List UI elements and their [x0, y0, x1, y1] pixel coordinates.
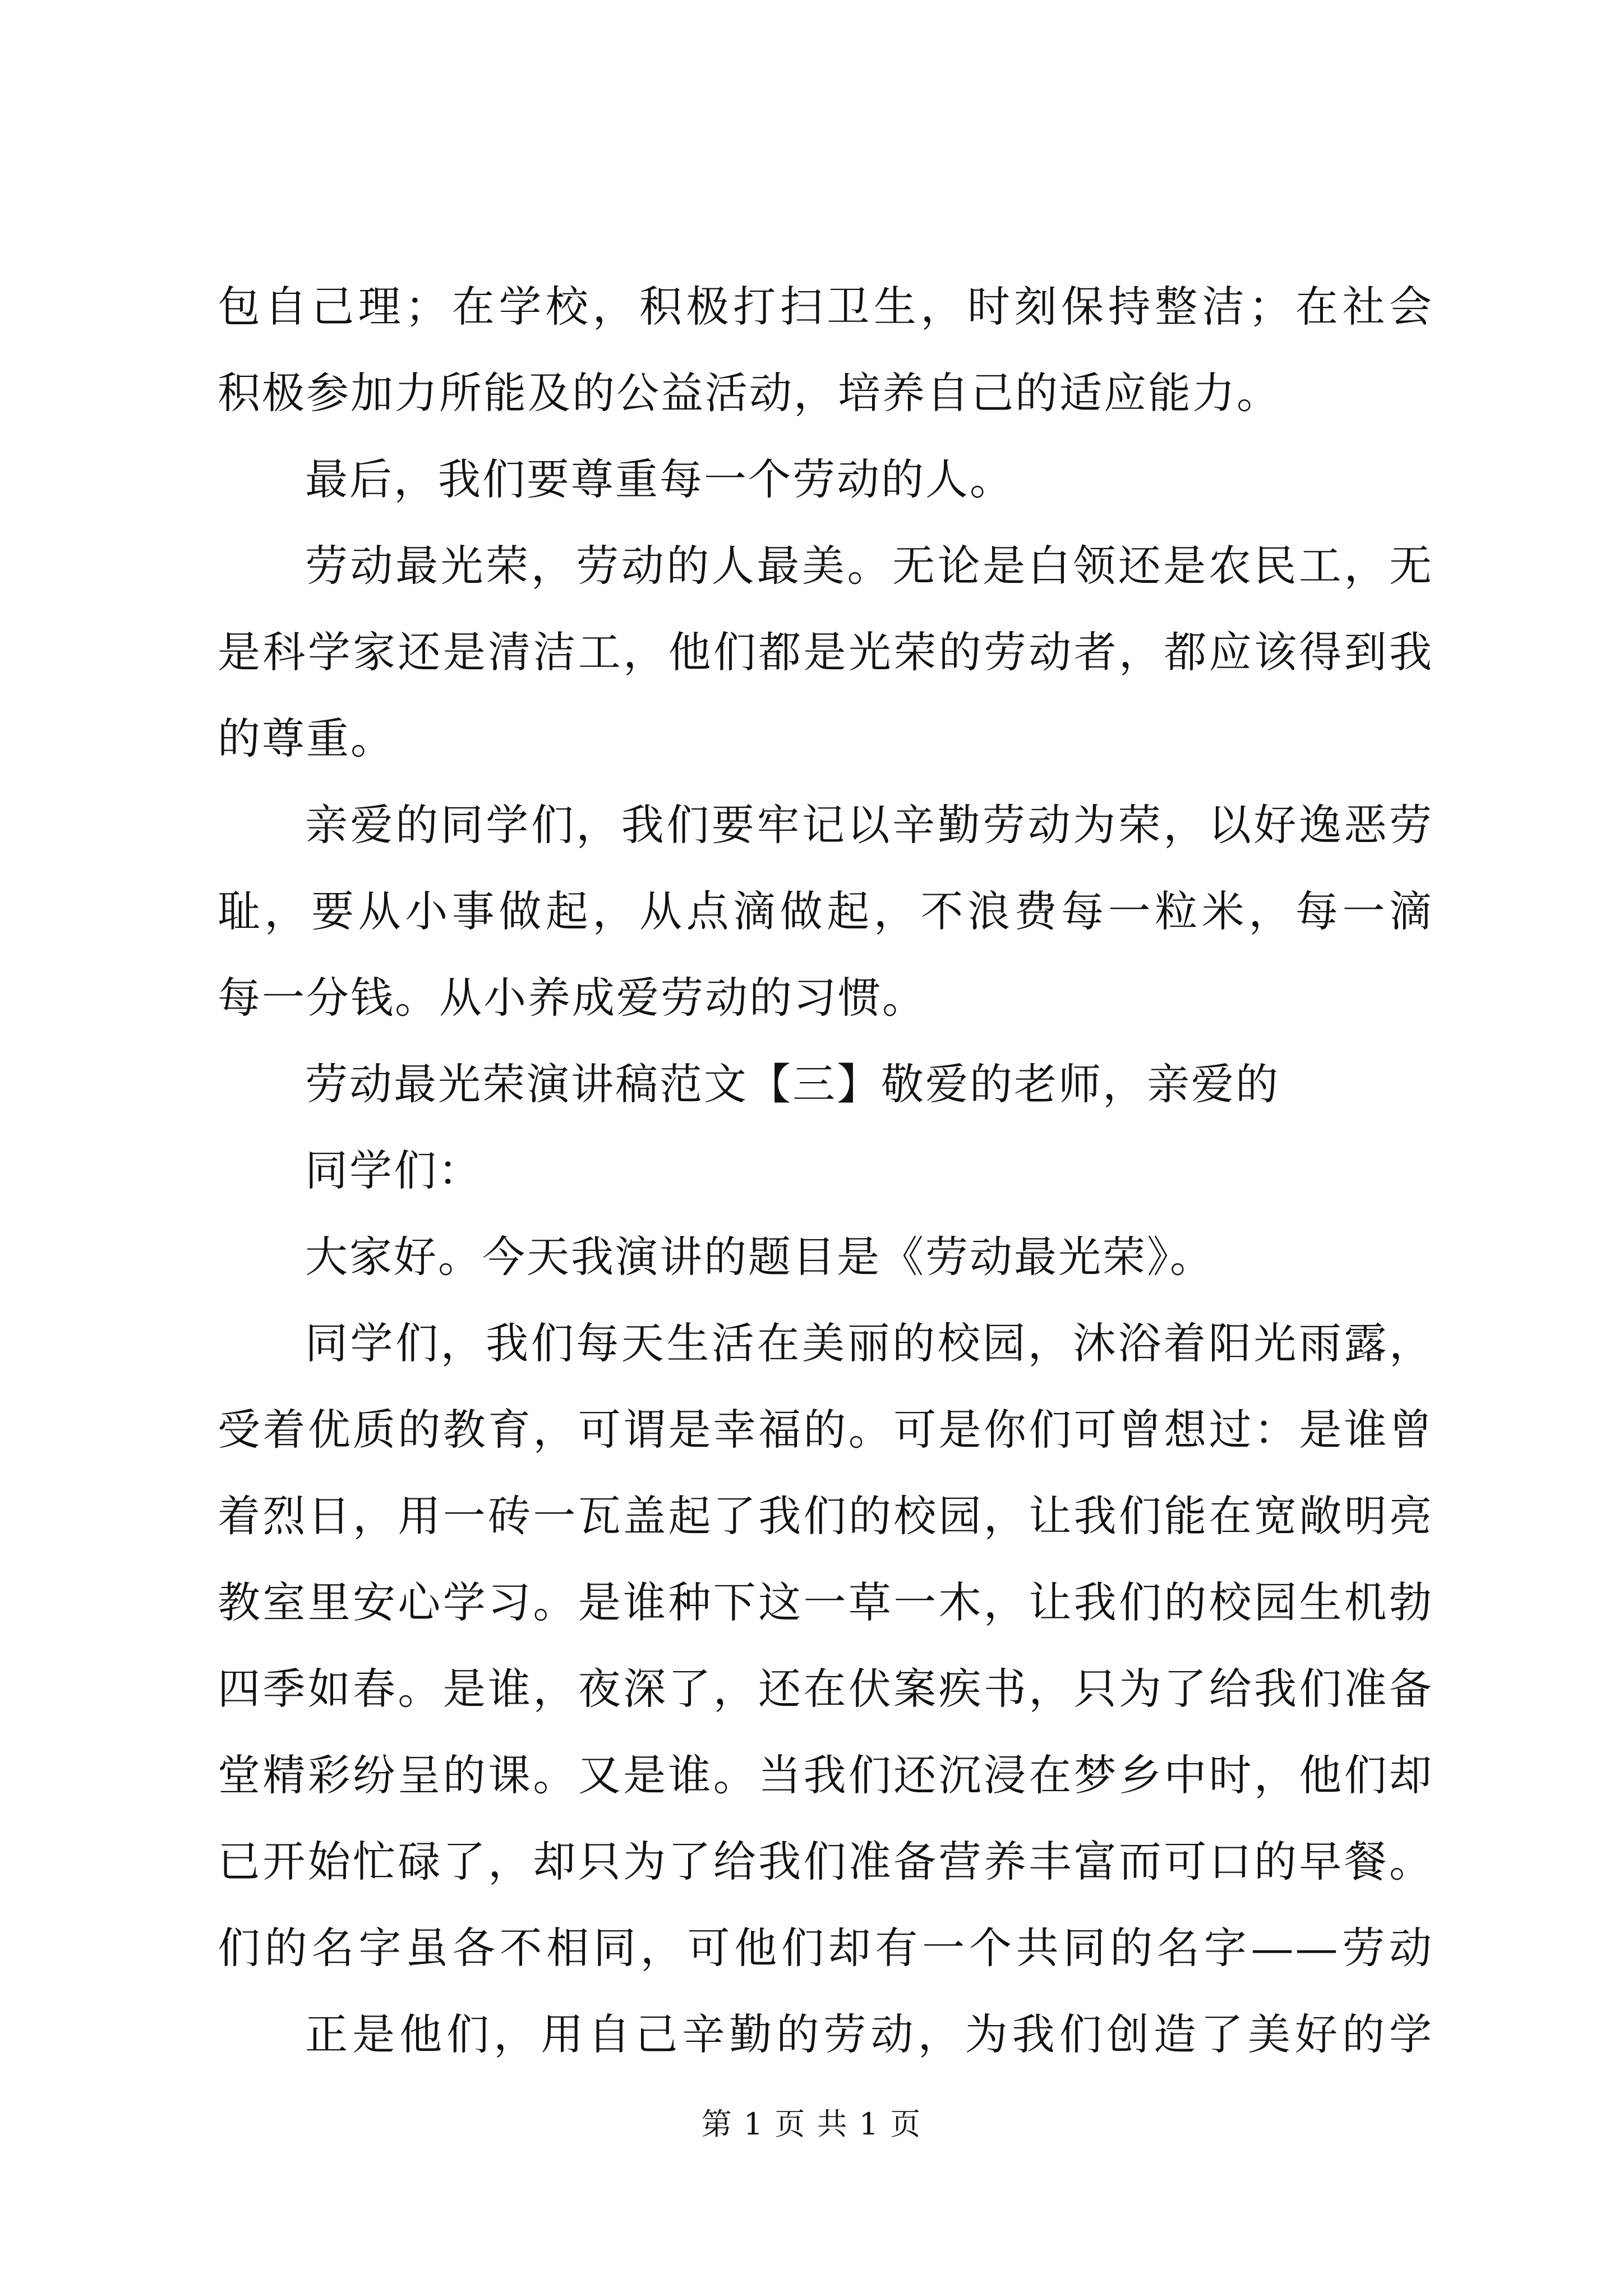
page-footer: 第 1 页 共 1 页 [701, 2106, 922, 2142]
text-line: 四季如春。是谁，夜深了，还在伏案疾书，只为了给我们准备 [218, 1664, 1433, 1714]
text-line: 已开始忙碌了，却只为了给我们准备营养丰富而可口的早餐。 [218, 1837, 1433, 1887]
text-line: 劳动最光荣，劳动的人最美。无论是白领还是农民工，无 [305, 541, 1433, 591]
text-line: 积极参加力所能及的公益活动，培养自己的适应能力。 [218, 368, 1281, 418]
document-body [218, 264, 1433, 2078]
text-line: 教室里安心学习。是谁种下这一草一木，让我们的校园生机勃 [218, 1577, 1433, 1627]
text-line: 受着优质的教育，可谓是幸福的。可是你们可曾想过：是谁曾 [218, 1405, 1433, 1455]
text-line: 们的名字虽各不相同，可他们却有一个共同的名字——劳动 [218, 1923, 1433, 1973]
text-line: 堂精彩纷呈的课。又是谁。当我们还沉浸在梦乡中时，他们却 [218, 1750, 1433, 1800]
text-line: 大家好。今天我演讲的题目是《劳动最光荣》。 [305, 1232, 1214, 1282]
text-line: 亲爱的同学们，我们要牢记以辛勤劳动为荣，以好逸恶劳 [305, 800, 1433, 850]
text-line: 正是他们，用自己辛勤的劳动，为我们创造了美好的学 [305, 2009, 1433, 2059]
text-line: 同学们： [305, 1145, 482, 1195]
text-line: 着烈日，用一砖一瓦盖起了我们的校园，让我们能在宽敞明亮 [218, 1491, 1433, 1541]
text-line: 是科学家还是清洁工，他们都是光荣的劳动者，都应该得到我 [218, 627, 1433, 677]
text-line: 最后，我们要尊重每一个劳动的人。 [305, 454, 1014, 504]
text-line: 同学们，我们每天生活在美丽的校园，沐浴着阳光雨露， [305, 1318, 1433, 1368]
text-line: 包自己理；在学校，积极打扫卫生，时刻保持整洁；在社会 [218, 282, 1433, 332]
text-line: 劳动最光荣演讲稿范文【三】敬爱的老师，亲爱的 [305, 1059, 1280, 1109]
text-line: 耻，要从小事做起，从点滴做起，不浪费每一粒米，每一滴 [218, 886, 1433, 936]
text-line: 的尊重。 [218, 714, 395, 763]
text-line: 每一分钱。从小养成爱劳动的习惯。 [218, 973, 926, 1023]
